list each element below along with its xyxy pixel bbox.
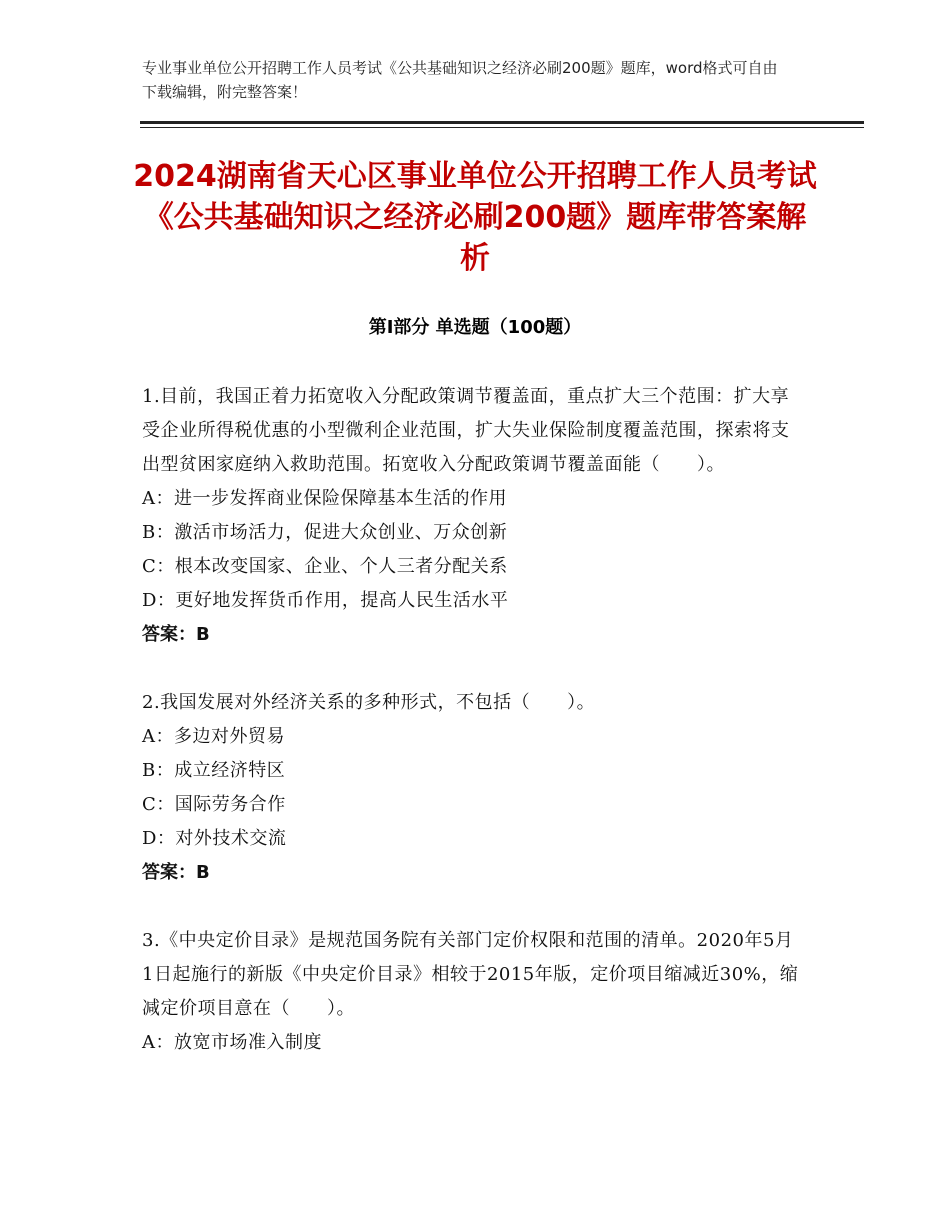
option-c: C：根本改变国家、企业、个人三者分配关系	[142, 556, 508, 577]
question-2	[142, 686, 802, 890]
header-note: 专业事业单位公开招聘工作人员考试《公共基础知识之经济必刷200题》题库，word格式可自由下载编辑，附完整答案！	[142, 59, 778, 101]
header-rule-thin	[140, 127, 864, 128]
option-c: C：国际劳务合作	[142, 794, 286, 815]
answer: 答案：B	[142, 862, 210, 883]
question-stem: 1.目前，我国正着力拓宽收入分配政策调节覆盖面，重点扩大三个范围：扩大享受企业所得税优惠的小型微利企业范围，扩大失业保险制度覆盖范围，探索将支出型贫困家庭纳入救助范围。拓宽收入分配政策调节覆盖面能（ ）。	[142, 386, 790, 475]
section-heading: 第Ⅰ部分 单选题（100题）	[368, 317, 582, 338]
option-a: A：放宽市场准入制度	[142, 1032, 322, 1053]
option-d: D：对外技术交流	[142, 828, 287, 849]
option-d: D：更好地发挥货币作用，提高人民生活水平	[142, 590, 509, 611]
question-stem: 2.我国发展对外经济关系的多种形式，不包括（ ）。	[142, 692, 596, 713]
option-a: A：多边对外贸易	[142, 726, 285, 747]
option-b: B：成立经济特区	[142, 760, 286, 781]
question-1	[142, 380, 802, 652]
answer: 答案：B	[142, 624, 210, 645]
option-a: A：进一步发挥商业保险保障基本生活的作用	[142, 488, 507, 509]
header-rule	[140, 121, 864, 124]
question-list	[142, 380, 802, 1094]
option-b: B：激活市场活力，促进大众创业、万众创新	[142, 522, 508, 543]
question-stem: 3.《中央定价目录》是规范国务院有关部门定价权限和范围的清单。2020年5月1日起施行的新版《中央定价目录》相较于2015年版，定价项目缩减近30%，缩减定价项目意在（ ）。	[142, 930, 799, 1019]
document-title: 2024湖南省天心区事业单位公开招聘工作人员考试《公共基础知识之经济必刷200题》题库带答案解析	[133, 159, 817, 276]
question-3	[142, 924, 802, 1060]
